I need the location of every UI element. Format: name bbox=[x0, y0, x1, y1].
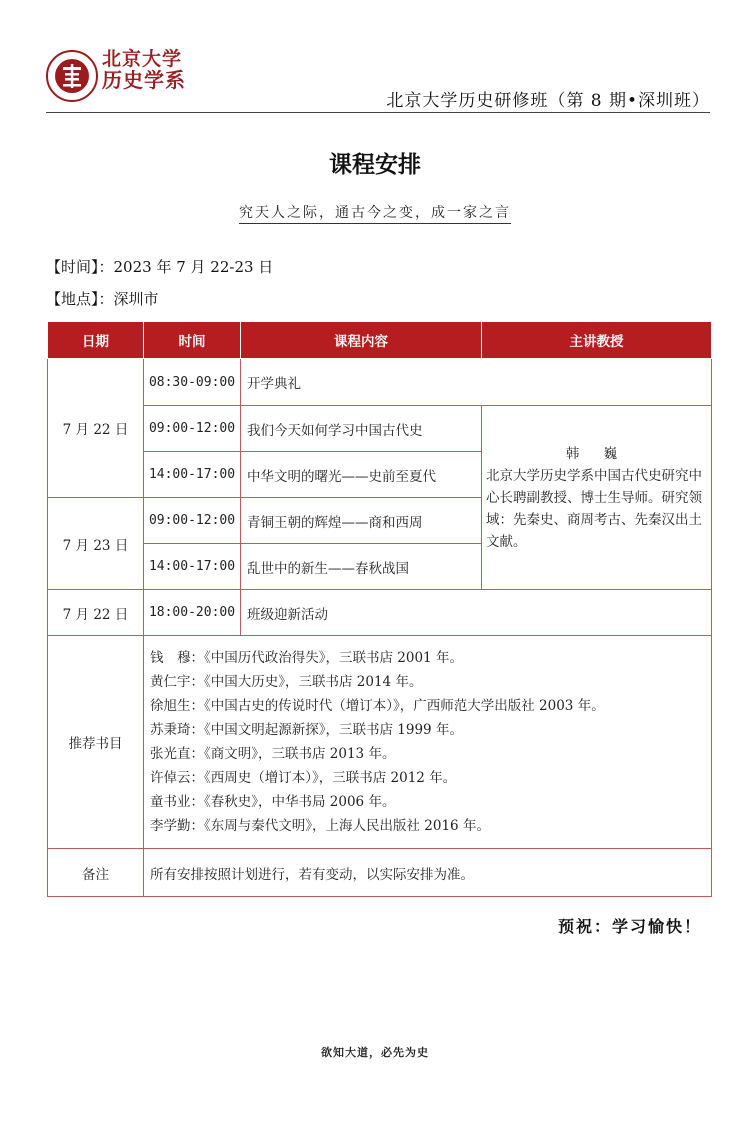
meta-time: 【时间】：2023 年 7 月 22-23 日 bbox=[46, 258, 274, 276]
table-row-note bbox=[48, 849, 712, 897]
professor-bio: 北京大学历史学系中国古代史研究中心长聘副教授、博士生导师。研究领域：先秦史、商周考古、先秦汉出土文献。 bbox=[486, 467, 702, 550]
date-cell: 7 月 23 日 bbox=[48, 498, 144, 590]
date-cell: 7 月 22 日 bbox=[48, 359, 144, 498]
book-item: 张光直：《商文明》，三联书店 2013 年。 bbox=[150, 746, 396, 762]
header-date: 日期 bbox=[48, 322, 144, 359]
logo-line-2: 历史学系 bbox=[102, 67, 186, 92]
time-cell: 14:00-17:00 bbox=[144, 544, 241, 590]
time-cell: 08:30-09:00 bbox=[144, 359, 241, 406]
table-row bbox=[48, 406, 712, 452]
time-cell: 18:00-20:00 bbox=[144, 590, 241, 636]
time-cell: 14:00-17:00 bbox=[144, 452, 241, 498]
table-row-books bbox=[48, 636, 712, 849]
table-row bbox=[48, 590, 712, 636]
book-item: 童书业：《春秋史》，中华书局 2006 年。 bbox=[150, 794, 396, 810]
content-cell: 班级迎新活动 bbox=[241, 590, 712, 636]
footer-slogan: 欲知大道，必先为史 bbox=[321, 1046, 429, 1059]
content-cell: 我们今天如何学习中国古代史 bbox=[241, 406, 482, 452]
program-name: 北京大学历史研修班（第 8 期•深圳班） bbox=[386, 91, 710, 111]
professor-cell bbox=[482, 406, 712, 590]
book-item: 钱 穆：《中国历代政治得失》，三联书店 2001 年。 bbox=[150, 650, 463, 666]
table-header-row bbox=[48, 322, 712, 359]
table-row bbox=[48, 359, 712, 406]
logo-wordmark bbox=[102, 50, 186, 91]
header-time: 时间 bbox=[144, 322, 241, 359]
department-seal-logo bbox=[46, 50, 98, 102]
header-professor: 主讲教授 bbox=[482, 322, 712, 359]
content-cell: 开学典礼 bbox=[241, 359, 712, 406]
motto-text: 究天人之际，通古今之变，成一家之言 bbox=[239, 205, 511, 224]
meta-place: 【地点】：深圳市 bbox=[46, 290, 159, 308]
motto bbox=[0, 202, 750, 222]
schedule-table bbox=[47, 321, 712, 897]
books-cell bbox=[144, 636, 712, 849]
content-cell: 青铜王朝的辉煌——商和西周 bbox=[241, 498, 482, 544]
book-item: 李学勤：《东周与秦代文明》，上海人民出版社 2016 年。 bbox=[150, 818, 490, 834]
professor-name: 韩 巍 bbox=[565, 445, 628, 462]
content-cell: 乱世中的新生——春秋战国 bbox=[241, 544, 482, 590]
date-cell: 7 月 22 日 bbox=[48, 590, 144, 636]
books-label: 推荐书目 bbox=[48, 636, 144, 849]
header-divider bbox=[46, 112, 710, 113]
book-item: 黄仁宇：《中国大历史》，三联书店 2014 年。 bbox=[150, 674, 423, 690]
time-cell: 09:00-12:00 bbox=[144, 406, 241, 452]
note-label: 备注 bbox=[48, 849, 144, 897]
header-content: 课程内容 bbox=[241, 322, 482, 359]
closing-wish: 预祝：学习愉快！ bbox=[557, 917, 702, 936]
content-cell: 中华文明的曙光——史前至夏代 bbox=[241, 452, 482, 498]
book-item: 徐旭生：《中国古史的传说时代（增订本）》，广西师范大学出版社 2003 年。 bbox=[150, 698, 605, 714]
logo-line-1: 北京大学 bbox=[102, 48, 183, 70]
note-cell: 所有安排按照计划进行，若有变动，以实际安排为准。 bbox=[144, 849, 712, 897]
page-title: 课程安排 bbox=[329, 152, 421, 178]
book-item: 苏秉琦：《中国文明起源新探》，三联书店 1999 年。 bbox=[150, 722, 463, 738]
book-item: 许倬云：《西周史（增订本）》，三联书店 2012 年。 bbox=[150, 770, 457, 786]
time-cell: 09:00-12:00 bbox=[144, 498, 241, 544]
